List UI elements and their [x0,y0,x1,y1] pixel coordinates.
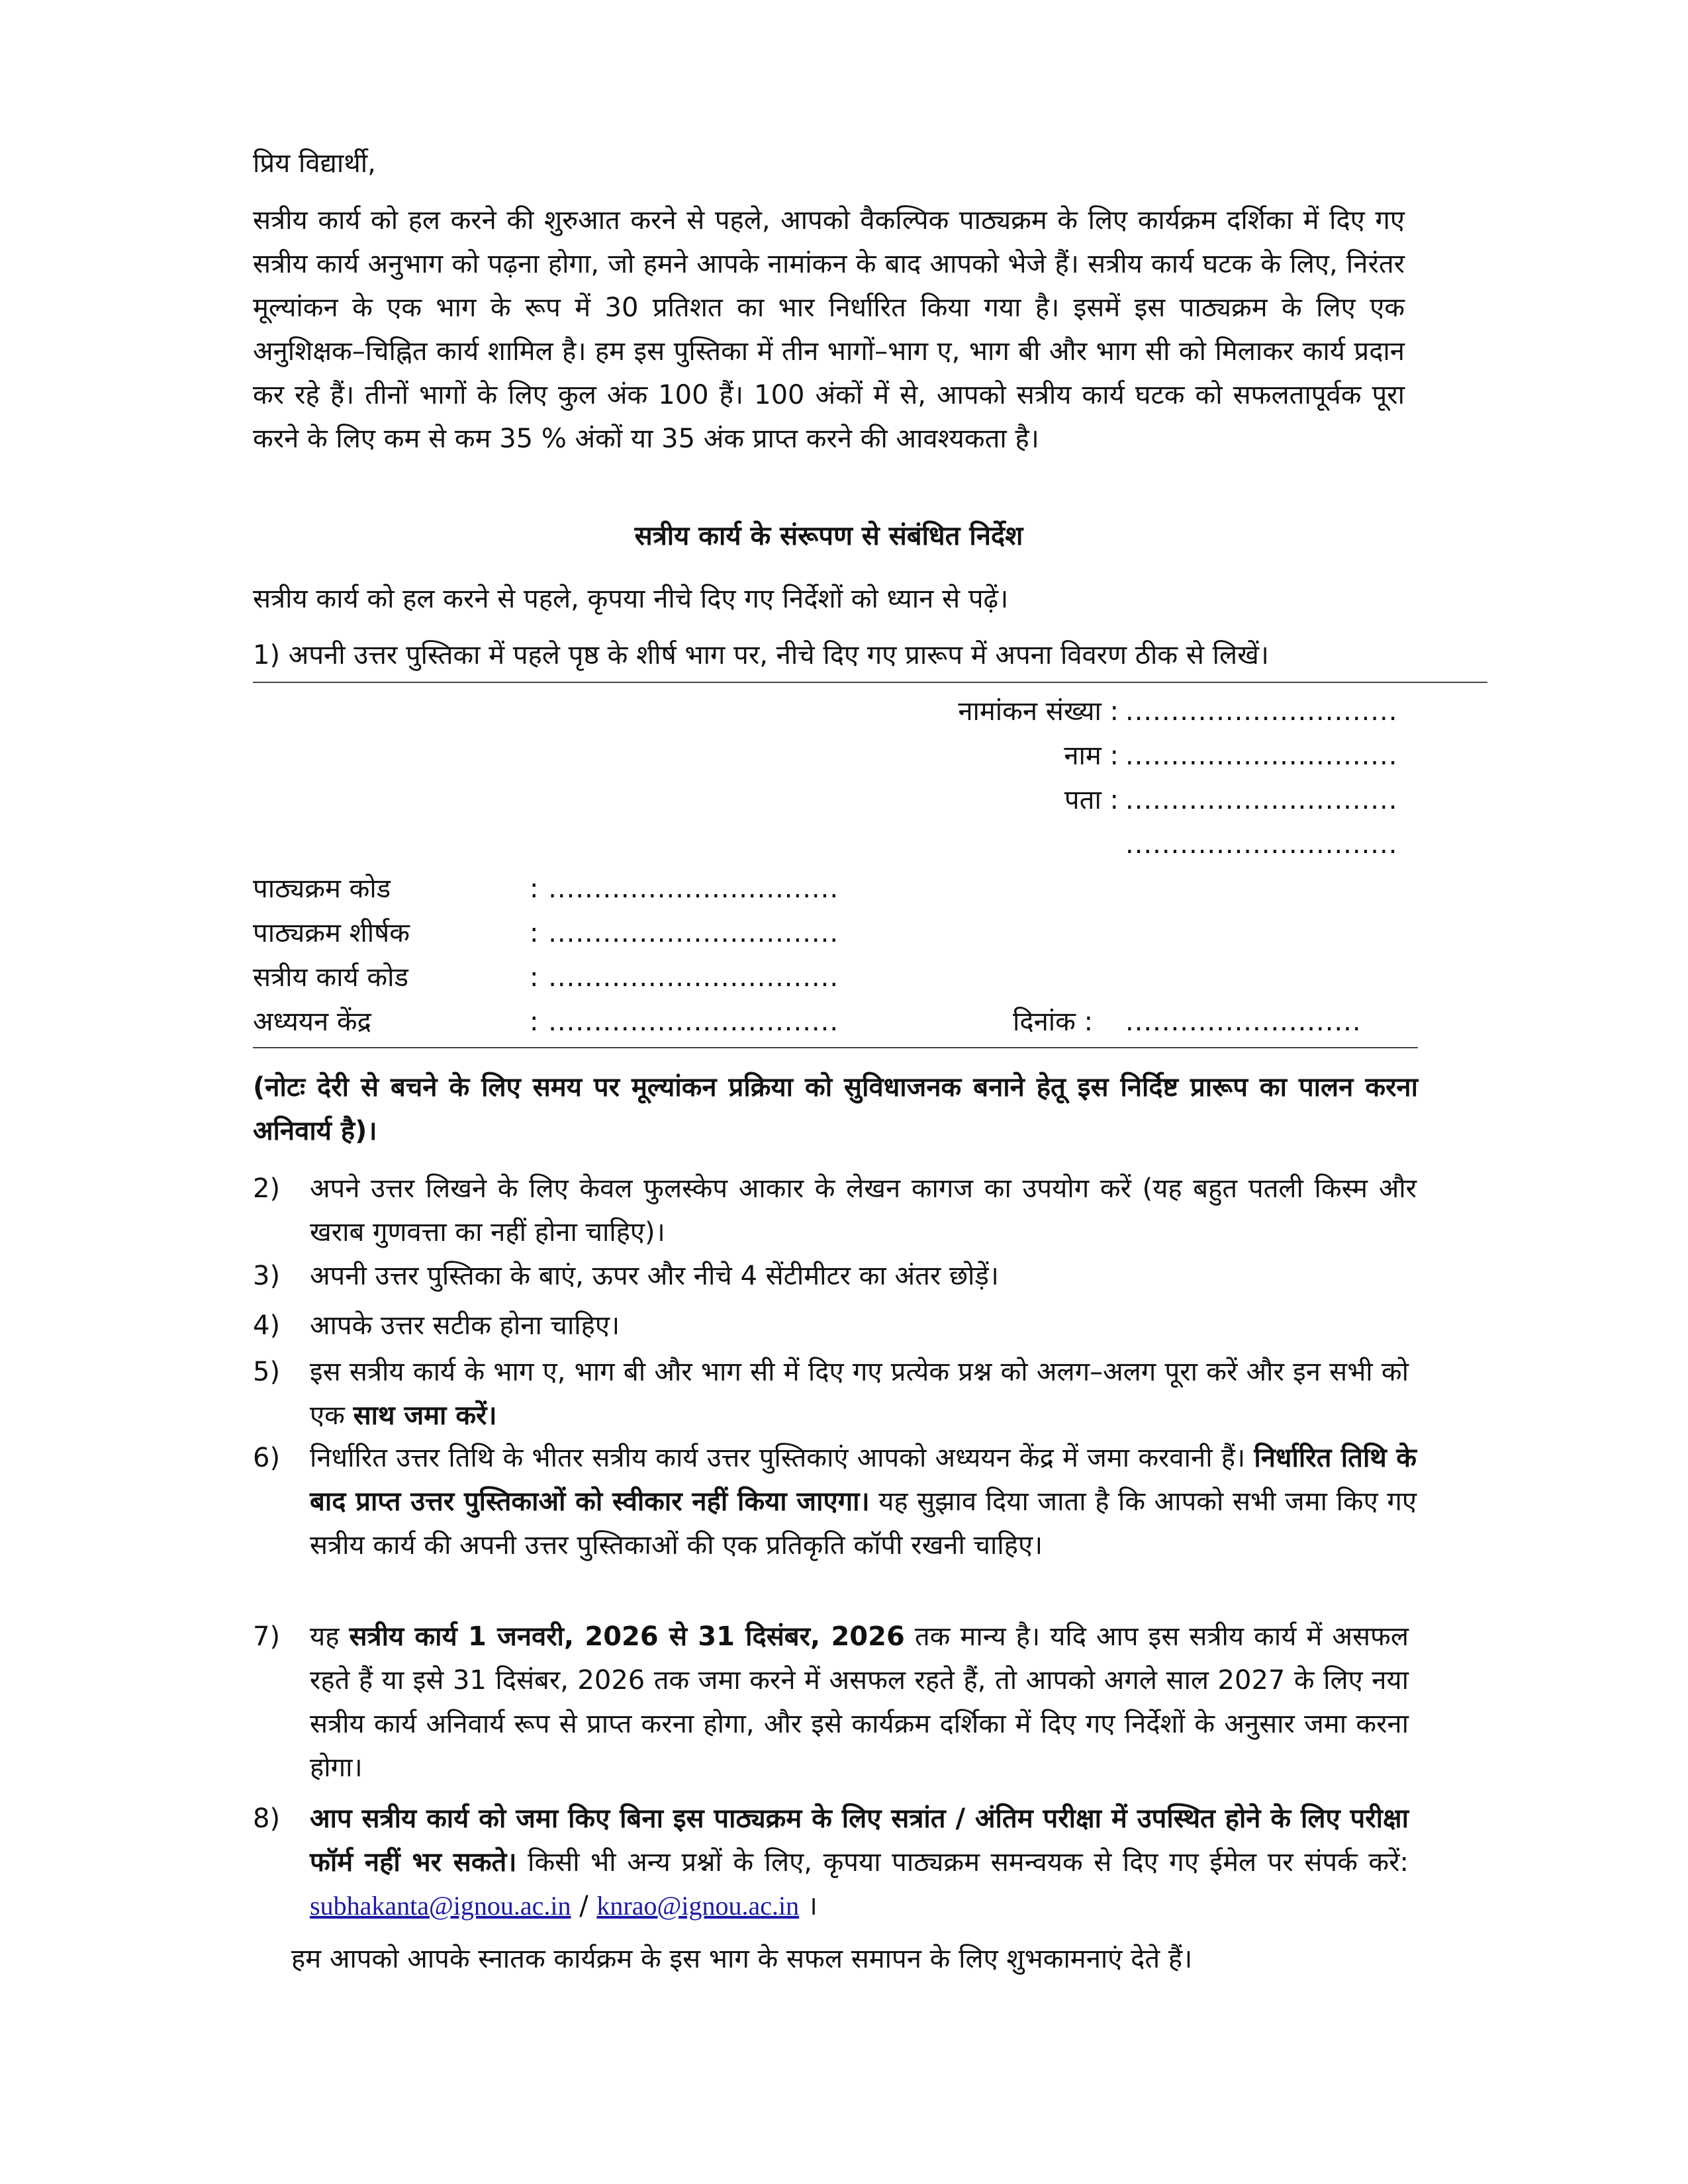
item-2-number: 2) [253,1173,281,1204]
item-7-text-bold: सत्रीय कार्य 1 जनवरी, 2026 से 31 दिसंबर, 2026 [349,1621,905,1652]
item-8-number: 8) [253,1803,281,1834]
address-label: पता : [1064,785,1119,815]
name-dots: .............................. [1125,741,1398,771]
item-6-text-bold: निर्धारित तिथि के बाद प्राप्त उत्तर पुस्तिकाओं को स्वीकार नहीं किया जाएगा। [310,1443,1417,1517]
item-6-text-c: यह सुझाव दिया जाता है कि आपको सभी जमा किए गए सत्रीय कार्य की अपनी उत्तर पुस्तिकाओं की एक प्रतिकृति कॉपी रखनी चाहिए। [310,1486,1417,1561]
item-5-number: 5) [253,1357,281,1387]
item-5-text [310,1350,1409,1437]
item-2-text: अपने उत्तर लिखने के लिए केवल फुलस्केप आकार के लेखन कागज का उपयोग करें (यह बहुत पतली किस्म और खराब गुणवत्ता का नहीं होना चाहिए)। [310,1173,1417,1248]
format-note: (नोटः देरी से बचने के लिए समय पर मूल्यांकन प्रक्रिया को सुविधाजनक बनाने हेतू इस निर्दिष्ट प्रारूप का पालन करना अनिवार्य है)। [253,1072,1418,1146]
item-7-text [310,1615,1409,1790]
course-code-dots: : ................................ [530,874,839,904]
email-link-subhakanta[interactable]: subhakanta@ignou.ac.in [310,1891,571,1921]
assignment-code-label: सत्रीय कार्य कोड [253,962,408,993]
name-label: नाम : [1064,741,1119,771]
email-separator: / [571,1891,597,1921]
study-centre-label: अध्ययन केंद्र [253,1007,371,1037]
greeting: प्रिय विद्यार्थी, [253,148,376,179]
item-7-text-a: यह [310,1621,350,1652]
date-label: दिनांक : [1013,1007,1094,1037]
item-8-end: । [799,1891,818,1921]
enrolment-label: नामांकन संख्या : [958,696,1119,727]
item-7-text-c: तक मान्य है। यदि आप इस सत्रीय कार्य में असफल रहते हैं या इसे 31 दिसंबर, 2026 तक जमा करने में असफल रहते हैं, तो आपको अगले साल 2027 के लिए नया सत्रीय कार्य अनिवार्य रूप से प्राप्त करना होगा, और इसे कार्यक्रम दर्शिका में दिए गए निर्देशों के अनुसार जमा करना होगा। [310,1621,1409,1783]
item-4-number: 4) [253,1310,281,1341]
course-title-label: पाठ्यक्रम शीर्षक [253,918,410,948]
item-5-text-a: इस सत्रीय कार्य के भाग ए, भाग बी और भाग सी में दिए गए प्रत्येक प्रश्न को अलग–अलग पूरा करें और इन सभी को एक [310,1357,1409,1431]
item-3-number: 3) [253,1261,281,1291]
item-4-text: आपके उत्तर सटीक होना चाहिए। [310,1310,620,1341]
email-link-knrao[interactable]: knrao@ignou.ac.in [596,1891,800,1921]
item-6-text [310,1436,1417,1567]
item-6-text-a: निर्धारित उत्तर तिथि के भीतर सत्रीय कार्य उत्तर पुस्तिकाएं आपको अध्ययन केंद्र में जमा करवानी हैं। [310,1443,1254,1473]
enrolment-dots: .............................. [1125,696,1398,727]
section-heading: सत्रीय कार्य के संरूपण से संबंधित निर्देश [634,521,1023,551]
item-6-number: 6) [253,1443,281,1473]
item-5-text-bold: साथ जमा करें। [353,1400,497,1431]
item-7-number: 7) [253,1621,281,1652]
item-8-text [310,1797,1409,1928]
course-code-label: पाठ्यक्रम कोड [253,874,391,904]
pre-instruction: सत्रीय कार्य को हल करने से पहले, कृपया नीचे दिए गए निर्देशों को ध्यान से पढ़ें। [253,584,1009,614]
item-8-text-b: किसी भी अन्य प्रश्नों के लिए, कृपया पाठ्यक्रम समन्वयक से दिए गए ईमेल पर संपर्क करें: [516,1847,1409,1878]
item-3-text: अपनी उत्तर पुस्तिका के बाएं, ऊपर और नीचे 4 सेंटीमीटर का अंतर छोड़ें। [310,1261,999,1291]
intro-paragraph: सत्रीय कार्य को हल करने की शुरुआत करने से पहले, आपको वैकल्पिक पाठ्यक्रम के लिए कार्यक्रम दर्शिका में दिए गए सत्रीय कार्य अनुभाग को पढ़ना होगा, जो हमने आपके नामांकन के बाद आपको भेजे हैं। सत्रीय कार्य घटक के लिए, निरंतर मूल्यांकन के एक भाग के रूप में 30 प्रतिशत का भार निर्धारित किया गया है। इसमें इस पाठ्यक्रम के लिए एक अनुशिक्षक–चिह्नित कार्य शामिल है। हम इस पुस्तिका में तीन भागों–भाग ए, भाग बी और भाग सी को मिलाकर कार्य प्रदान कर रहे हैं। तीनों भागों के लिए कुल अंक 100 हैं। 100 अंकों में से, आपको सत्रीय कार्य घटक को सफलतापूर्वक पूरा करने के लिए कम से कम 35 % अंकों या 35 अंक प्राप्त करने की आवश्यकता है। [253,205,1405,454]
address-dots-2: .............................. [1125,829,1398,860]
closing-line: हम आपको आपके स्नातक कार्यक्रम के इस भाग के सफल समापन के लिए शुभकामनाएं देते हैं। [291,1944,1193,1974]
study-centre-dots: : ................................ [530,1007,839,1037]
date-dots: .......................... [1125,1007,1362,1037]
item-8-text-bold: आप सत्रीय कार्य को जमा किए बिना इस पाठ्यक्रम के लिए सत्रांत / अंतिम परीक्षा में उपस्थित होने के लिए परीक्षा फॉर्म नहीं भर सकते। [310,1803,1409,1878]
assignment-code-dots: : ................................ [530,962,839,993]
bottom-rule [253,1047,1418,1048]
address-dots-1: .............................. [1125,785,1398,815]
instruction-item-1: 1) अपनी उत्तर पुस्तिका में पहले पृष्ठ के शीर्ष भाग पर, नीचे दिए गए प्रारूप में अपना विवरण ठीक से लिखें। [253,640,1269,670]
course-title-dots: : ................................ [530,918,839,948]
top-rule [253,682,1487,683]
